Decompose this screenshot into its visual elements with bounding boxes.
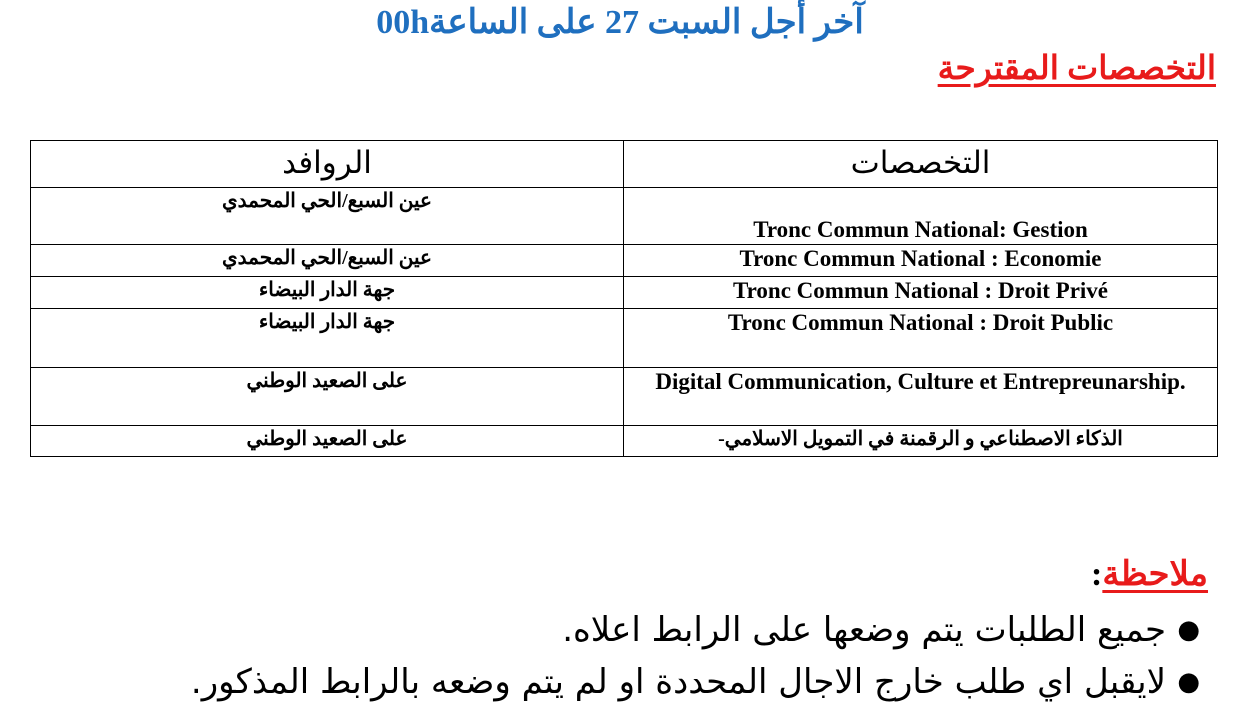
section-title: التخصصات المقترحة xyxy=(937,51,1216,87)
stream-cell: على الصعيد الوطني xyxy=(31,368,624,426)
stream-cell: عين السبع/الحي المحمدي xyxy=(31,245,624,277)
table-row xyxy=(31,245,1218,277)
bullet-dot-icon: ● xyxy=(1177,615,1200,645)
note-label: ملاحظة xyxy=(1102,556,1208,593)
list-item xyxy=(191,658,1200,710)
column-header-specialties: التخصصات xyxy=(624,141,1218,188)
table-row xyxy=(31,309,1218,368)
column-header-streams: الروافد xyxy=(31,141,624,188)
list-item xyxy=(191,606,1200,658)
table-row xyxy=(31,368,1218,426)
stream-cell: على الصعيد الوطني xyxy=(31,426,624,457)
stream-cell: عين السبع/الحي المحمدي xyxy=(31,188,624,245)
specialty-cell: Tronc Commun National : Droit Privé xyxy=(624,277,1218,309)
bullet-dot-icon: ● xyxy=(1177,667,1200,697)
specialty-cell: الذكاء الاصطناعي و الرقمنة في التمويل الاسلامي- xyxy=(624,426,1218,457)
table-row xyxy=(31,188,1218,245)
deadline-heading: آخر أجل السبت 27 على الساعة00h xyxy=(376,4,864,41)
notes-list xyxy=(191,606,1200,710)
specialty-cell: Tronc Commun National : Droit Public xyxy=(624,309,1218,368)
specialty-cell: Tronc Commun National: Gestion xyxy=(624,188,1218,245)
table-row xyxy=(31,426,1218,457)
specialty-cell: Tronc Commun National : Economie xyxy=(624,245,1218,277)
stream-cell: جهة الدار البيضاء xyxy=(31,277,624,309)
note-heading xyxy=(1091,554,1208,594)
specialty-cell: Digital Communication, Culture et Entrepreunarship. xyxy=(624,368,1218,426)
specialties-table xyxy=(30,140,1218,457)
note-text: لايقبل اي طلب خارج الاجال المحددة او لم يتم وضعه بالرابط المذكور. xyxy=(190,662,1166,702)
stream-cell: جهة الدار البيضاء xyxy=(31,309,624,368)
table-row xyxy=(31,277,1218,309)
table-header-row xyxy=(31,141,1218,188)
note-text: جميع الطلبات يتم وضعها على الرابط اعلاه. xyxy=(562,610,1166,650)
note-colon: : xyxy=(1091,556,1103,593)
